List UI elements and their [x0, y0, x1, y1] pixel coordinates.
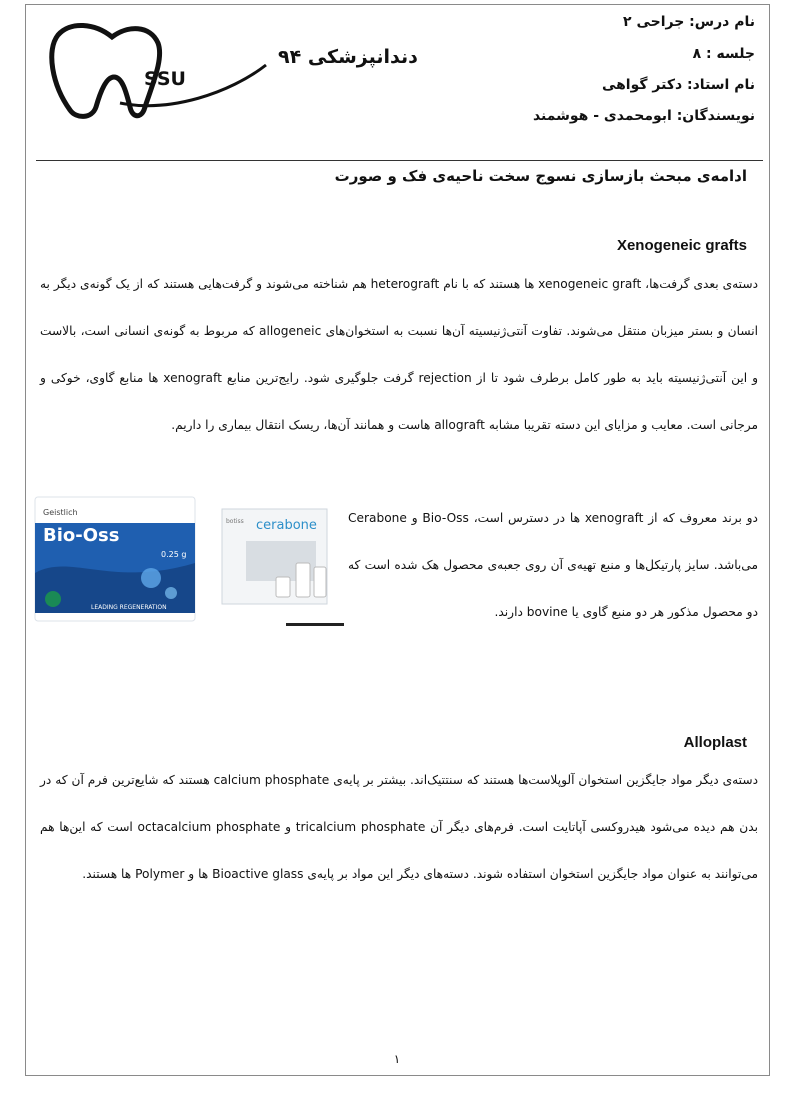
logo-school-text: دندانپزشکی ۹۴ [278, 46, 418, 68]
page-number: ۱ [393, 1052, 401, 1066]
xenogeneic-text: دسته‌ی بعدی گرفت‌ها، xenogeneic graft ها هستند که با نام heterograft هم شناخته می‌شوند و گرفت‌هایی هستند که از یک گونه‌ی دیگر به انسان و بستر میزبان منتقل می‌شوند. تفاوت آنتی‌ژنیسیته آن‌ها نسبت به استخوان‌های allogeneic که مربوط به گونه‌ی انسانی است، بالاست و این آنتی‌ژنیسیته باید به طور کامل برطرف شود تا از rejection گرفت جلوگیری شود. رایج‌ترین منابع xenograft ها منابع گاوی، خوکی و مرجانی است. معایب و مزایای این دسته تقریبا مشابه allograft هاست و همانند آن‌ها، ریسک انتقال بیماری را داریم. [40, 277, 758, 432]
brands-text: دو برند معروف که از xenograft ها در دسترس است، Bio-Oss و Cerabone می‌باشد. سایز پارتیکل‌ها و منبع تهیه‌ی آن روی جعبه‌ی محصول هک شده است که دو محصول مذکور هر دو منبع گاوی یا bovine دارند. [348, 511, 758, 619]
session-number: جلسه : ۸ [692, 46, 755, 62]
biooss-tagline: LEADING REGENERATION [91, 604, 167, 611]
instructor-name: نام استاد: دکتر گواهی [601, 77, 755, 93]
logo-abbr: SSU [144, 68, 186, 90]
alloplast-text: دسته‌ی دیگر مواد جایگزین استخوان آلوپلاست‌ها هستند که سنتتیک‌اند. بیشتر بر پایه‌ی calcium phosphate هستند که شایع‌ترین فرم آن که در بدن هم دیده می‌شود هیدروکسی آپاتایت است. فرم‌های دیگر آن tricalcium phosphate و octacalcium phosphate است که این‌ها هم می‌توانند به عنوان مواد جایگزین استخوان استفاده شوند. دسته‌های دیگر این مواد بر پایه‌ی Bioactive glass ها و Polymer ها هستند. [40, 773, 758, 881]
biooss-brand: Geistlich [43, 508, 78, 517]
cerabone-product-image [216, 493, 346, 628]
cerabone-brand: botiss [226, 518, 244, 525]
course-name: نام درس: جراحی ۲ [623, 14, 755, 30]
cerabone-name: cerabone [256, 518, 317, 533]
header-divider [36, 160, 763, 161]
xenogeneic-paragraph [40, 261, 758, 493]
page-title: ادامه‌ی مبحث بازسازی نسوج سخت ناحیه‌ی فک و صورت [334, 167, 747, 185]
authors: نویسندگان: ابومحمدی - هوشمند [532, 108, 755, 124]
biooss-product-image [31, 493, 199, 625]
alloplast-heading: Alloplast [683, 734, 747, 751]
xenogeneic-heading: Xenogeneic grafts [616, 237, 747, 254]
alloplast-paragraph [40, 757, 758, 945]
biooss-name: Bio-Oss [43, 525, 120, 546]
page-frame [25, 4, 770, 1076]
brands-paragraph [348, 495, 758, 683]
ssu-dentistry-logo [40, 15, 418, 125]
biooss-size: 0.25 g [161, 550, 187, 559]
